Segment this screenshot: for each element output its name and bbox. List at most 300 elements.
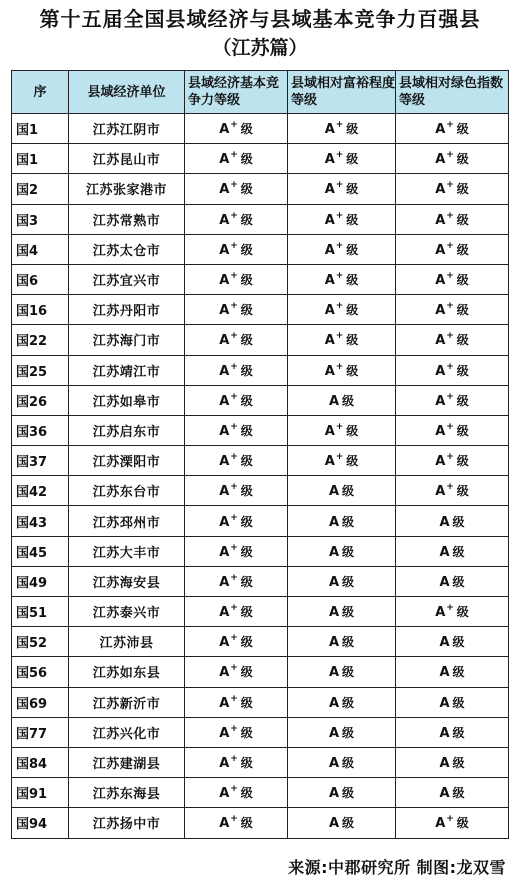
plus-superscript: + — [335, 271, 344, 282]
green-index-cell — [396, 597, 509, 627]
plus-superscript: + — [446, 150, 454, 161]
table-row — [12, 204, 509, 234]
grade-suffix: 级 — [240, 574, 253, 589]
competitiveness-cell — [185, 808, 288, 838]
rank-cell: 国1 — [12, 144, 69, 174]
plus-superscript: + — [230, 271, 238, 282]
rank-cell: 国52 — [12, 627, 69, 657]
green-index-cell — [396, 476, 509, 506]
table-row — [12, 747, 509, 777]
grade-suffix: 级 — [342, 514, 355, 529]
grade-suffix: 级 — [456, 605, 469, 620]
grade-suffix: 级 — [342, 393, 355, 408]
grade-value: A — [219, 635, 230, 651]
plus-superscript: + — [230, 301, 238, 312]
table-row — [12, 476, 509, 506]
unit-cell: 江苏张家港市 — [69, 174, 185, 204]
grade-value: A — [439, 574, 450, 590]
grade-value: A — [435, 484, 446, 500]
plus-superscript: + — [446, 421, 454, 432]
grade-suffix: 级 — [342, 544, 355, 559]
wealth-cell — [288, 295, 396, 325]
wealth-cell — [288, 446, 396, 476]
grade-value: A — [435, 303, 446, 319]
competitiveness-cell — [185, 415, 288, 445]
unit-cell: 江苏海安县 — [69, 566, 185, 596]
wealth-cell — [288, 536, 396, 566]
grade-value: A — [439, 635, 450, 651]
green-index-cell — [396, 234, 509, 264]
grade-value: A — [328, 635, 340, 651]
grade-suffix: 级 — [240, 665, 253, 680]
unit-cell: 江苏启东市 — [69, 415, 185, 445]
table-row — [12, 506, 509, 536]
green-index-cell — [396, 778, 509, 808]
plus-superscript: + — [230, 452, 238, 463]
plus-superscript: + — [230, 421, 238, 432]
table-row — [12, 687, 509, 717]
table-row — [12, 778, 509, 808]
unit-cell: 江苏太仓市 — [69, 234, 185, 264]
grade-value: A — [439, 756, 450, 772]
grade-value: A — [439, 514, 450, 530]
competitiveness-cell — [185, 657, 288, 687]
rank-cell: 国77 — [12, 717, 69, 747]
grade-value: A — [435, 212, 446, 228]
plus-superscript: + — [230, 633, 238, 644]
grade-suffix: 级 — [342, 695, 355, 710]
grade-suffix: 级 — [456, 182, 469, 197]
grade-suffix: 级 — [240, 182, 253, 197]
grade-value: A — [324, 363, 335, 379]
rank-cell: 国51 — [12, 597, 69, 627]
wealth-cell — [288, 627, 396, 657]
grade-suffix: 级 — [452, 635, 465, 650]
plus-superscript: + — [335, 120, 344, 131]
wealth-cell — [288, 687, 396, 717]
unit-cell: 江苏溧阳市 — [69, 446, 185, 476]
ranking-table — [11, 70, 509, 839]
grade-suffix: 级 — [240, 454, 253, 469]
grade-value: A — [328, 393, 340, 409]
plus-superscript: + — [335, 421, 344, 432]
plus-superscript: + — [446, 271, 454, 282]
plus-superscript: + — [230, 603, 238, 614]
grade-value: A — [219, 242, 230, 258]
grade-suffix: 级 — [342, 635, 355, 650]
green-index-cell — [396, 355, 509, 385]
grade-suffix: 级 — [346, 363, 359, 378]
green-index-cell — [396, 174, 509, 204]
plus-superscript: + — [335, 301, 344, 312]
unit-cell: 江苏昆山市 — [69, 144, 185, 174]
plus-superscript: + — [446, 814, 454, 825]
grade-suffix: 级 — [346, 242, 359, 257]
grade-suffix: 级 — [240, 273, 253, 288]
grade-value: A — [324, 333, 335, 349]
rank-cell: 国91 — [12, 778, 69, 808]
green-index-cell — [396, 325, 509, 355]
wealth-cell — [288, 264, 396, 294]
green-index-cell — [396, 385, 509, 415]
table-body — [12, 114, 509, 839]
grade-value: A — [324, 454, 335, 470]
grade-value: A — [328, 484, 340, 500]
wealth-cell — [288, 325, 396, 355]
grade-suffix: 级 — [456, 122, 469, 137]
grade-suffix: 级 — [342, 484, 355, 499]
grade-value: A — [219, 695, 230, 711]
wealth-cell — [288, 234, 396, 264]
grade-value: A — [328, 786, 340, 802]
rank-cell: 国56 — [12, 657, 69, 687]
page-title: 第十五届全国县域经济与县域基本竞争力百强县 — [39, 7, 481, 31]
grade-value: A — [435, 816, 446, 832]
plus-superscript: + — [446, 361, 454, 372]
grade-suffix: 级 — [240, 303, 253, 318]
rank-cell: 国37 — [12, 446, 69, 476]
grade-value: A — [328, 514, 340, 530]
table-row — [12, 144, 509, 174]
plus-superscript: + — [335, 210, 344, 221]
header-competitiveness: 县域经济基本竞争力等级 — [185, 71, 288, 114]
table-row — [12, 325, 509, 355]
rank-cell: 国25 — [12, 355, 69, 385]
grade-suffix: 级 — [346, 303, 359, 318]
grade-suffix: 级 — [240, 212, 253, 227]
competitiveness-cell — [185, 114, 288, 144]
grade-suffix: 级 — [346, 152, 359, 167]
plus-superscript: + — [230, 542, 238, 553]
grade-value: A — [328, 725, 340, 741]
grade-suffix: 级 — [346, 182, 359, 197]
wealth-cell — [288, 506, 396, 536]
competitiveness-cell — [185, 325, 288, 355]
wealth-cell — [288, 778, 396, 808]
grade-suffix: 级 — [342, 665, 355, 680]
grade-value: A — [219, 816, 230, 832]
competitiveness-cell — [185, 174, 288, 204]
grade-suffix: 级 — [452, 756, 465, 771]
plus-superscript: + — [230, 120, 238, 131]
plus-superscript: + — [335, 331, 344, 342]
green-index-cell — [396, 415, 509, 445]
plus-superscript: + — [446, 331, 454, 342]
unit-cell: 江苏泰兴市 — [69, 597, 185, 627]
rank-cell: 国4 — [12, 234, 69, 264]
wealth-cell — [288, 144, 396, 174]
grade-suffix: 级 — [346, 333, 359, 348]
unit-cell: 江苏建湖县 — [69, 747, 185, 777]
plus-superscript: + — [230, 723, 238, 734]
green-index-cell — [396, 627, 509, 657]
grade-value: A — [439, 665, 450, 681]
table-row — [12, 264, 509, 294]
table-row — [12, 234, 509, 264]
grade-suffix: 级 — [456, 484, 469, 499]
rank-cell: 国49 — [12, 566, 69, 596]
competitiveness-cell — [185, 717, 288, 747]
plus-superscript: + — [230, 210, 238, 221]
grade-suffix: 级 — [452, 574, 465, 589]
wealth-cell — [288, 114, 396, 144]
grade-suffix: 级 — [452, 786, 465, 801]
grade-suffix: 级 — [346, 122, 359, 137]
rank-cell: 国16 — [12, 295, 69, 325]
grade-suffix: 级 — [240, 514, 253, 529]
grade-suffix: 级 — [456, 303, 469, 318]
wealth-cell — [288, 717, 396, 747]
plus-superscript: + — [335, 240, 344, 251]
grade-suffix: 级 — [342, 816, 355, 831]
grade-value: A — [219, 212, 230, 228]
grade-suffix: 级 — [240, 333, 253, 348]
rank-cell: 国84 — [12, 747, 69, 777]
plus-superscript: + — [335, 180, 344, 191]
plus-superscript: + — [230, 180, 238, 191]
grade-value: A — [324, 273, 335, 289]
competitiveness-cell — [185, 144, 288, 174]
grade-suffix: 级 — [456, 333, 469, 348]
green-index-cell — [396, 446, 509, 476]
plus-superscript: + — [230, 663, 238, 674]
grade-suffix: 级 — [240, 725, 253, 740]
green-index-cell — [396, 264, 509, 294]
grade-suffix: 级 — [456, 212, 469, 227]
grade-suffix: 级 — [456, 363, 469, 378]
grade-suffix: 级 — [346, 423, 359, 438]
grade-value: A — [439, 725, 450, 741]
plus-superscript: + — [230, 391, 238, 402]
rank-cell: 国6 — [12, 264, 69, 294]
grade-suffix: 级 — [240, 816, 253, 831]
grade-value: A — [328, 574, 340, 590]
plus-superscript: + — [230, 482, 238, 493]
grade-suffix: 级 — [456, 242, 469, 257]
grade-value: A — [219, 605, 230, 621]
plus-superscript: + — [230, 512, 238, 523]
competitiveness-cell — [185, 747, 288, 777]
grade-value: A — [219, 122, 230, 138]
grade-value: A — [435, 273, 446, 289]
grade-value: A — [328, 544, 340, 560]
table-row — [12, 385, 509, 415]
grade-value: A — [219, 725, 230, 741]
plus-superscript: + — [230, 814, 238, 825]
wealth-cell — [288, 747, 396, 777]
plus-superscript: + — [230, 572, 238, 583]
grade-value: A — [324, 122, 335, 138]
grade-value: A — [219, 273, 230, 289]
grade-suffix: 级 — [240, 544, 253, 559]
grade-suffix: 级 — [240, 756, 253, 771]
grade-value: A — [219, 363, 230, 379]
unit-cell: 江苏邳州市 — [69, 506, 185, 536]
wealth-cell — [288, 355, 396, 385]
table-row — [12, 114, 509, 144]
grade-suffix: 级 — [240, 786, 253, 801]
grade-suffix: 级 — [456, 152, 469, 167]
grade-suffix: 级 — [452, 725, 465, 740]
grade-value: A — [219, 393, 230, 409]
plus-superscript: + — [230, 693, 238, 704]
grade-value: A — [219, 756, 230, 772]
unit-cell: 江苏大丰市 — [69, 536, 185, 566]
grade-value: A — [219, 152, 230, 168]
table-row — [12, 566, 509, 596]
plus-superscript: + — [446, 391, 454, 402]
grade-value: A — [219, 574, 230, 590]
grade-suffix: 级 — [240, 363, 253, 378]
plus-superscript: + — [446, 120, 454, 131]
unit-cell: 江苏常熟市 — [69, 204, 185, 234]
grade-suffix: 级 — [456, 393, 469, 408]
wealth-cell — [288, 597, 396, 627]
grade-suffix: 级 — [346, 273, 359, 288]
unit-cell: 江苏靖江市 — [69, 355, 185, 385]
header-wealth: 县域相对富裕程度等级 — [288, 71, 396, 114]
grade-value: A — [328, 816, 340, 832]
green-index-cell — [396, 204, 509, 234]
grade-suffix: 级 — [240, 484, 253, 499]
grade-value: A — [439, 544, 450, 560]
grade-suffix: 级 — [342, 756, 355, 771]
green-index-cell — [396, 717, 509, 747]
grade-suffix: 级 — [452, 665, 465, 680]
competitiveness-cell — [185, 355, 288, 385]
unit-cell: 江苏如东县 — [69, 657, 185, 687]
competitiveness-cell — [185, 566, 288, 596]
table-row — [12, 657, 509, 687]
wealth-cell — [288, 415, 396, 445]
grade-suffix: 级 — [342, 725, 355, 740]
grade-suffix: 级 — [452, 514, 465, 529]
green-index-cell — [396, 144, 509, 174]
grade-suffix: 级 — [240, 152, 253, 167]
header-row — [12, 71, 509, 114]
plus-superscript: + — [230, 150, 238, 161]
green-index-cell — [396, 657, 509, 687]
plus-superscript: + — [230, 754, 238, 765]
competitiveness-cell — [185, 204, 288, 234]
grade-suffix: 级 — [452, 544, 465, 559]
grade-suffix: 级 — [346, 454, 359, 469]
rank-cell: 国36 — [12, 415, 69, 445]
grade-value: A — [219, 333, 230, 349]
rank-cell: 国45 — [12, 536, 69, 566]
rank-cell: 国26 — [12, 385, 69, 415]
green-index-cell — [396, 687, 509, 717]
unit-cell: 江苏宜兴市 — [69, 264, 185, 294]
unit-cell: 江苏如皋市 — [69, 385, 185, 415]
grade-value: A — [219, 303, 230, 319]
plus-superscript: + — [446, 210, 454, 221]
wealth-cell — [288, 566, 396, 596]
green-index-cell — [396, 536, 509, 566]
competitiveness-cell — [185, 778, 288, 808]
grade-value: A — [219, 423, 230, 439]
rank-cell: 国2 — [12, 174, 69, 204]
grade-value: A — [435, 454, 446, 470]
grade-value: A — [219, 665, 230, 681]
header-rank: 序 — [12, 71, 69, 114]
grade-suffix: 级 — [342, 786, 355, 801]
unit-cell: 江苏海门市 — [69, 325, 185, 355]
unit-cell: 江苏丹阳市 — [69, 295, 185, 325]
green-index-cell — [396, 506, 509, 536]
competitiveness-cell — [185, 264, 288, 294]
grade-value: A — [219, 514, 230, 530]
plus-superscript: + — [230, 240, 238, 251]
grade-value: A — [435, 363, 446, 379]
grade-suffix: 级 — [342, 574, 355, 589]
plus-superscript: + — [230, 331, 238, 342]
grade-value: A — [439, 695, 450, 711]
competitiveness-cell — [185, 234, 288, 264]
plus-superscript: + — [446, 240, 454, 251]
grade-suffix: 级 — [456, 423, 469, 438]
page-subtitle: （江苏篇） — [212, 37, 308, 59]
grade-suffix: 级 — [240, 635, 253, 650]
grade-suffix: 级 — [240, 605, 253, 620]
plus-superscript: + — [335, 452, 344, 463]
plus-superscript: + — [446, 603, 454, 614]
grade-value: A — [219, 786, 230, 802]
competitiveness-cell — [185, 385, 288, 415]
table-row — [12, 627, 509, 657]
unit-cell: 江苏江阴市 — [69, 114, 185, 144]
table-row — [12, 295, 509, 325]
green-index-cell — [396, 747, 509, 777]
wealth-cell — [288, 808, 396, 838]
table-row — [12, 536, 509, 566]
rank-cell: 国42 — [12, 476, 69, 506]
rank-cell: 国94 — [12, 808, 69, 838]
grade-value: A — [219, 484, 230, 500]
grade-value: A — [219, 454, 230, 470]
rank-cell: 国1 — [12, 114, 69, 144]
table-row — [12, 597, 509, 627]
competitiveness-cell — [185, 446, 288, 476]
competitiveness-cell — [185, 506, 288, 536]
green-index-cell — [396, 295, 509, 325]
table-row — [12, 808, 509, 838]
plus-superscript: + — [446, 180, 454, 191]
grade-value: A — [435, 333, 446, 349]
grade-suffix: 级 — [456, 454, 469, 469]
plus-superscript: + — [446, 452, 454, 463]
competitiveness-cell — [185, 627, 288, 657]
wealth-cell — [288, 657, 396, 687]
header-unit: 县域经济单位 — [69, 71, 185, 114]
grade-suffix: 级 — [240, 695, 253, 710]
grade-suffix: 级 — [452, 695, 465, 710]
wealth-cell — [288, 476, 396, 506]
grade-suffix: 级 — [456, 816, 469, 831]
grade-value: A — [328, 605, 340, 621]
grade-value: A — [439, 786, 450, 802]
table-row — [12, 355, 509, 385]
grade-value: A — [435, 242, 446, 258]
plus-superscript: + — [335, 150, 344, 161]
grade-value: A — [219, 544, 230, 560]
grade-value: A — [324, 242, 335, 258]
table-row — [12, 415, 509, 445]
grade-suffix: 级 — [240, 122, 253, 137]
grade-value: A — [324, 303, 335, 319]
grade-value: A — [219, 182, 230, 198]
grade-suffix: 级 — [240, 242, 253, 257]
